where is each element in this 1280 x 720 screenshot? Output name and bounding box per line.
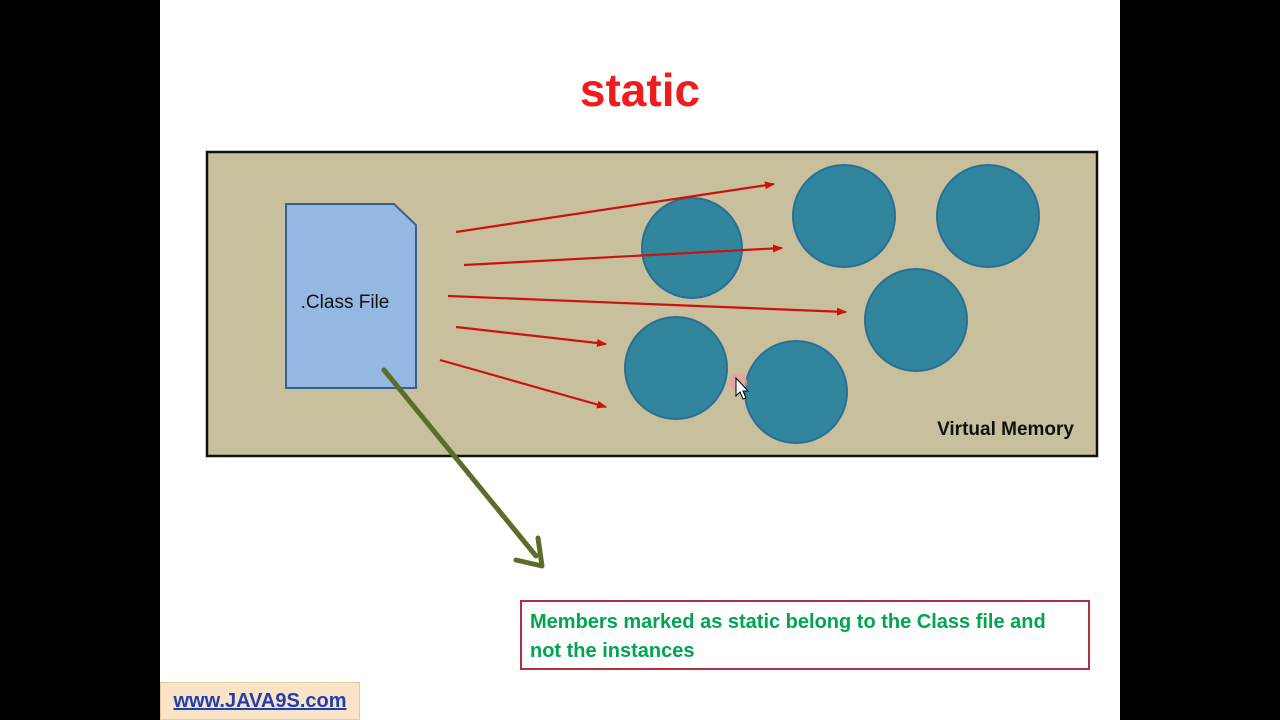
object-instance: [625, 317, 727, 419]
website-link[interactable]: www.JAVA9S.com: [160, 682, 360, 720]
slide-title: static: [579, 64, 701, 116]
object-instance: [793, 165, 895, 267]
object-instance: [642, 198, 742, 298]
object-instance: [937, 165, 1039, 267]
slide: [160, 0, 1120, 720]
static-note-text: Members marked as static belong to the Class file and not the instances: [530, 611, 1046, 662]
static-member-arrow-head: [516, 538, 542, 566]
static-note-box: [520, 600, 1090, 670]
object-instance: [745, 341, 847, 443]
virtual-memory-label: Virtual Memory: [937, 419, 1074, 440]
object-instance: [865, 269, 967, 371]
class-file-label: .Class File: [300, 292, 390, 313]
